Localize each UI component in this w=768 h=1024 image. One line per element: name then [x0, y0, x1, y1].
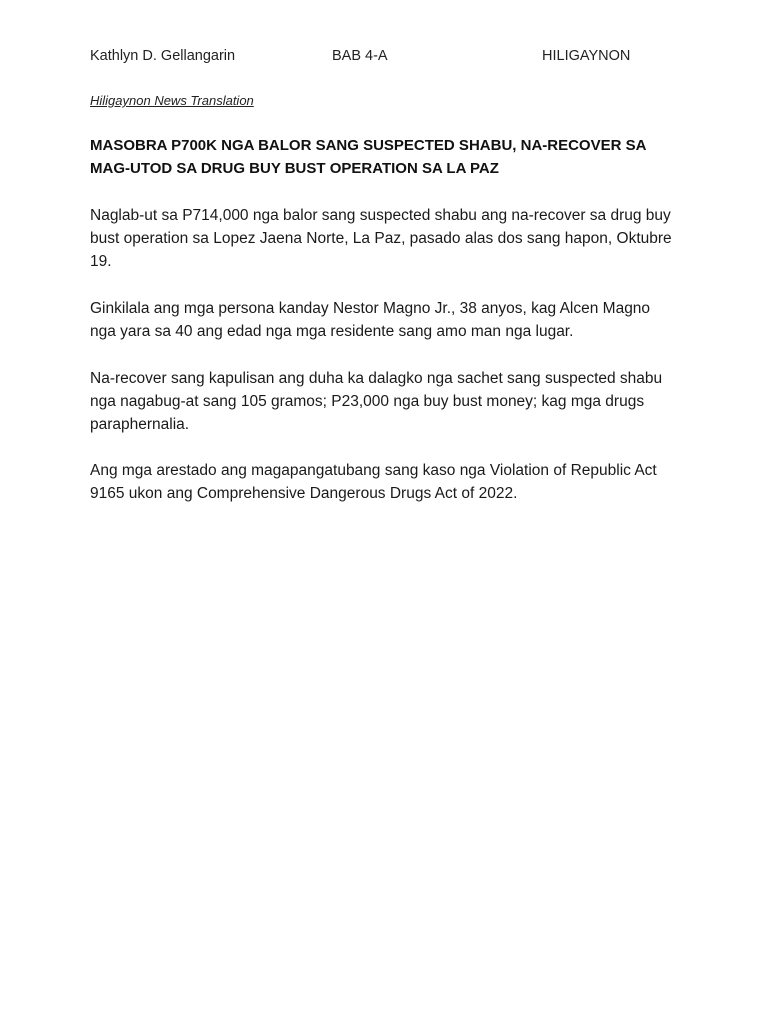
document-label: Hiligaynon News Translation — [90, 93, 254, 108]
paragraph-1: Naglab-ut sa P714,000 nga balor sang suspected shabu ang na-recover sa drug buy bust operation sa Lopez Jaena Norte, La Paz, pasado alas dos sang hapon, Oktubre 19. — [90, 207, 672, 270]
paragraph-3: Na-recover sang kapulisan ang duha ka dalagko nga sachet sang suspected shabu nga nagabug-at sang 105 gramos; P23,000 nga buy bust money; kag mga drugs paraphernalia. — [90, 370, 663, 433]
language-label: HILIGAYNON — [542, 48, 631, 64]
class-section: BAB 4-A — [332, 48, 388, 64]
author-name: Kathlyn D. Gellangarin — [90, 48, 236, 64]
paragraph-4: Ang mga arestado ang magapangatubang sang kaso nga Violation of Republic Act 9165 ukon ang Comprehensive Dangerous Drugs Act of 2022. — [90, 462, 657, 502]
paragraph-2: Ginkilala ang mga persona kanday Nestor Magno Jr., 38 anyos, kag Alcen Magno nga yara sa 40 ang edad nga mga residente sang amo man nga lugar. — [90, 300, 651, 340]
document-header — [90, 46, 690, 66]
news-headline: MASOBRA P700K NGA BALOR SANG SUSPECTED SHABU, NA-RECOVER SA MAG-UTOD SA DRUG BUY BUST OPERATION SA LA PAZ — [90, 137, 646, 177]
